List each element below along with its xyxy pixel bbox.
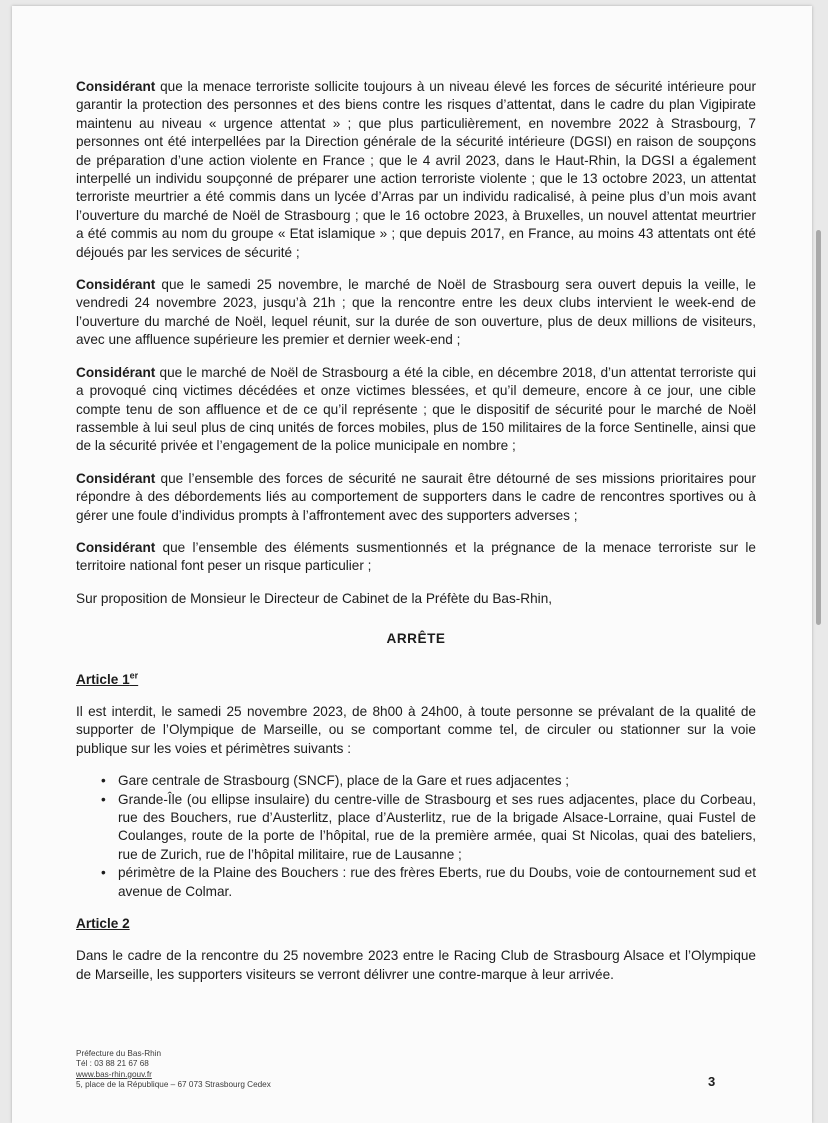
proposal-line: Sur proposition de Monsieur le Directeur de Cabinet de la Préfète du Bas-Rhin, — [76, 590, 553, 606]
list-item — [101, 864, 756, 901]
document-body — [76, 78, 756, 998]
bullet-icon: • — [101, 773, 106, 789]
scrollbar-thumb[interactable] — [816, 230, 821, 625]
list-item — [101, 791, 756, 865]
considerant-lead: Considérant — [76, 277, 156, 293]
list-item-text: périmètre de la Plaine des Bouchers : rue des frères Eberts, rue du Doubs, voie de contournement sud et avenue de Colmar. — [118, 865, 756, 899]
bullet-icon: • — [101, 791, 106, 807]
considerant-lead: Considérant — [76, 79, 156, 94]
article-1-sup: er — [129, 670, 139, 681]
footer-org: Préfecture du Bas-Rhin — [76, 1049, 162, 1058]
bullet-icon: • — [101, 865, 106, 881]
arrete-heading: ARRÊTE — [386, 631, 446, 647]
article-1-text: Il est interdit, le samedi 25 novembre 2023, de 8h00 à 24h00, à toute personne se prévalant de la qualité de supporter de l’Olympique de Marseille, ou se comportant comme tel, de circuler ou stationner sur la voie publique sur les voies et périmètres suivants : — [76, 703, 756, 756]
footer-address: 5, place de la République – 67 073 Strasbourg Cedex — [76, 1080, 271, 1090]
article-1-heading — [76, 671, 756, 689]
considerant-text: que la menace terroriste sollicite toujours à un niveau élevé les forces de sécurité intérieure pour garantir la protection des personnes et des biens contre les risques d’attentat, dans le cadre du plan Vigipirate maintenu au niveau « urgence attentat » ; que plus particulièrement, en novembre 2022 à Strasbourg, 7 personnes ont été interpellées par la Direction générale de la sécurité intérieure (DGSI) en raison de soupçons de préparation d’une action violente en France ; que le 4 avril 2023, dans le Haut-Rhin, la DGSI a également interpellé un individu soupçonné de préparer une action terroriste violente ; que le 13 octobre 2023, un attentat terroriste meurtrier a été commis dans un lycée d’Arras par un individu radicalisé, à peine plus d’un mois avant l’ouverture du marché de Noël de Strasbourg ; que le 16 octobre 2023, à Bruxelles, un nouvel attentat meurtrier a été commis au nom du groupe « Etat islamique » ; que depuis 2017, en France, au moins 43 attentats ont été déjoués par les services de sécurité ; — [76, 79, 756, 260]
list-item-text: Gare centrale de Strasbourg (SNCF), place de la Gare et rues adjacentes ; — [118, 773, 570, 789]
considerant-paragraph-2 — [76, 276, 756, 350]
list-item — [101, 772, 756, 790]
article-2-heading: Article 2 — [76, 916, 130, 932]
considerant-paragraph-5 — [76, 539, 756, 576]
considerant-text: que l’ensemble des forces de sécurité ne saurait être détourné de ses missions prioritaires pour répondre à des débordements liés au comportement de supporters dans le cadre de rencontres sportives ou à gérer une foule d’individus prompts à l’affrontement avec des supporters adverses ; — [76, 470, 756, 523]
considerant-paragraph-3 — [76, 364, 756, 456]
footer-website-link[interactable]: www.bas-rhin.gouv.fr — [76, 1069, 152, 1079]
document-page — [12, 6, 812, 1123]
considerant-lead: Considérant — [76, 364, 156, 380]
considerant-lead: Considérant — [76, 539, 156, 555]
page-number: 3 — [708, 1074, 716, 1089]
page-footer — [76, 1049, 271, 1091]
considerant-paragraph-4 — [76, 470, 756, 525]
article-2-text: Dans le cadre de la rencontre du 25 novembre 2023 entre le Racing Club de Strasbourg Alsace et l’Olympique de Marseille, les supporters visiteurs se verront délivrer une contre-marque à leur arrivée. — [76, 948, 756, 982]
considerant-text: que l’ensemble des éléments susmentionnés et la prégnance de la menace terroriste sur le territoire national font peser un risque particulier ; — [76, 539, 756, 574]
considerant-paragraph-1 — [76, 78, 756, 262]
considerant-text: que le marché de Noël de Strasbourg a été la cible, en décembre 2018, d’un attentat terroriste qui a provoqué cinq victimes décédées et onze victimes blessées, et qu’il demeure, encore à ce jour, une cible compte tenu de son affluence et de ce qu’il représente ; que le dispositif de sécurité pour le marché de Noël rassemble à lui seul plus de cinq unités de forces mobiles, plus de 150 militaires de la force Sentinelle, ainsi que de la sécurité privée et l’engagement de la police municipale en nombre ; — [76, 364, 756, 454]
list-item-text: Grande-Île (ou ellipse insulaire) du centre-ville de Strasbourg et ses rues adjacentes, place du Corbeau, rue des Bouchers, rue d’Austerlitz, place d’Austerlitz, rue de la brigade Alsace-Lorraine, quai Fustel de Coulanges, route de la porte de l’hôpital, rue de la première armée, quai St Nicolas, quai des bateliers, rue de Zurich, rue de l’hôpital militaire, rue de Lausanne ; — [118, 791, 756, 862]
perimeter-list — [76, 772, 756, 901]
considerant-text: que le samedi 25 novembre, le marché de Noël de Strasbourg sera ouvert depuis la veille, le vendredi 24 novembre 2023, jusqu’à 21h ; que la rencontre entre les deux clubs intervient le week-end de l’ouverture du marché de Noël, lequel réunit, sur la durée de son ouverture, plus de deux millions de visiteurs, avec une affluence supérieure les premier et dernier week-end ; — [76, 277, 756, 348]
footer-phone: Tél : 03 88 21 67 68 — [76, 1059, 149, 1069]
article-1-label: Article 1 — [76, 671, 130, 687]
considerant-lead: Considérant — [76, 470, 156, 486]
